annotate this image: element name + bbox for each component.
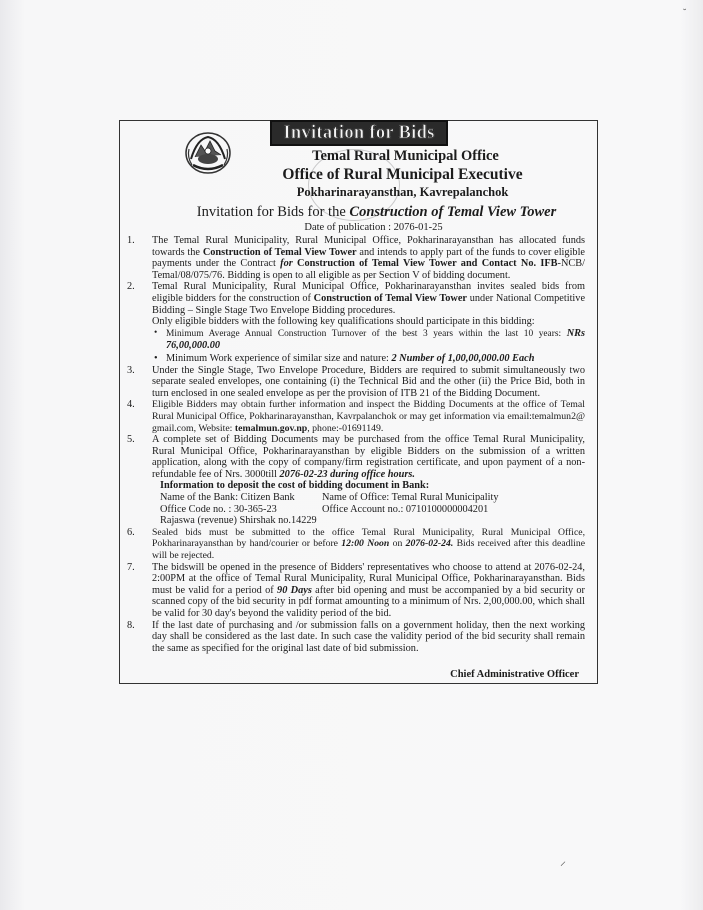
item-text: Only eligible bidders with the following key qualifications should participate in this bidding: [152, 316, 535, 328]
item-text: Minimum Average Annual Construction Turnover of the best 3 years within the last 10 years: [166, 328, 567, 339]
item-text: Minimum Work experience of similar size and nature: [166, 352, 392, 364]
item-text: If the last date of purchasing and /or submission falls on a government holiday, then the next working day shall be considered as the last date. In such case the validity period of the bid security shall remain the same as specified for the original last date of bid submission. [152, 619, 585, 654]
item-text-bold: 2 Number of 1,00,00,000.00 Each [391, 352, 535, 364]
title-prefix: Invitation for Bids for the [196, 204, 350, 220]
item-text: under National Competitive Bidding – Single Stage Two Envelope Bidding procedures. [152, 292, 586, 316]
notice-title [120, 204, 597, 221]
item-text: The Temal Rural Municipality, Rural Municipal Office, Pokharinarayansthan has allocated funds towards the [152, 235, 585, 258]
item-5 [120, 434, 599, 527]
item-text-bold: 2076-02-24. [405, 538, 454, 550]
bank-info [152, 480, 585, 526]
org-office: Office of Rural Municipal Executive [282, 166, 523, 183]
item-text: and intends to apply part of the funds to cover eligible payments under the Contract [152, 246, 586, 270]
item-number: 2. [127, 281, 135, 293]
bank-row [160, 492, 585, 504]
item-text: Eligible Bidders may obtain further information and inspect the Bidding Documents at the office of Temal Rural Municipal Office, Pokharinarayansthan, Kavrpalanchok or may get information via email:temalmun2@ gmail.com, Website: [152, 399, 585, 434]
item-text-bold: 12:00 Noon [341, 538, 390, 550]
bid-notice [119, 120, 598, 684]
item-4 [120, 399, 599, 434]
office-name: Name of Office: Temal Rural Municipality [322, 492, 499, 504]
item-number: 7. [127, 561, 135, 573]
revenue-heading: Rajaswa (revenue) Shirshak no.14229 [160, 515, 317, 527]
item-text-bold: 2076-02-23 during office hours. [279, 468, 415, 480]
item-text-bold: NRs 76,00,000.00 [166, 327, 585, 352]
item-text-bold: Construction of Temal View Tower [313, 292, 468, 304]
qualification-turnover [152, 328, 585, 353]
item-text-bold: temalmun.gov.np [234, 422, 308, 434]
qualification-experience [152, 353, 585, 365]
scan-mark: ˘ [683, 8, 687, 19]
item-text: Sealed bids must be submitted to the office Temal Rural Municipality, Rural Municipal Office, Pokharinarayansthan by hand/courier or before [152, 526, 585, 550]
notice-items [120, 235, 599, 654]
item-6 [120, 527, 599, 562]
item-text: on [389, 538, 406, 550]
item-text: , phone:-01691149. [307, 422, 384, 434]
org-name: Temal Rural Municipal Office [312, 148, 499, 164]
item-8 [120, 620, 599, 655]
item-number: 5. [127, 434, 135, 446]
header-banner [270, 120, 448, 146]
item-text: A complete set of Bidding Documents may be purchased from the office Temal Rural Municipality, Rural Municipal Office, Pokharinarayansthan by eligible Bidders on the submission of a written application, along with the copy of company/firm registration certificate, and upon payment of a non-refundable fee of Nrs. 3000till [152, 434, 585, 480]
item-2 [120, 281, 599, 364]
item-7 [120, 562, 599, 620]
item-text-bold: 90 Days [277, 584, 312, 596]
bank-info-heading: Information to deposit the cost of bidding document in Bank: [160, 480, 430, 492]
item-text-bold: for [280, 258, 293, 270]
item-text: The bidswill be opened in the presence of Bidders' representatives who choose to attend at 2076-02-24, 2:00PM at the office of Temal Rural Municipality, Rural Municipal Office, Pokharinarayansthan. Bids must be valid for a period of [152, 561, 585, 596]
bank-name: Name of the Bank: Citizen Bank [160, 492, 295, 504]
item-text: Temal Rural Municipality, Rural Municipal Office, Pokharinarayansthan invites sealed bids from eligible bidders for the construction of [152, 281, 585, 304]
item-1 [120, 235, 599, 281]
publication-date: Date of publication : 2076-01-25 [304, 222, 443, 233]
org-address: Pokharinarayansthan, Kavrepalanchok [296, 185, 509, 199]
title-project: Construction of Temal View Tower [349, 204, 557, 220]
signoff: Chief Administrative Officer [450, 669, 579, 680]
item-number: 1. [127, 235, 135, 246]
bank-row [160, 504, 585, 516]
item-number: 8. [127, 619, 135, 631]
item-number: 6. [127, 526, 135, 538]
item-text: Under the Single Stage, Two Envelope Procedure, Bidders are required to submit simultaneously two separate sealed envelopes, one containing (i) the Technical Bid and the other (ii) the Price Bid, both in turn enclosed in one sealed envelope as per the provision of ITB 21 of the Bidding Document. [152, 364, 585, 399]
item-number: 3. [127, 364, 135, 376]
office-code: Office Code no. : 30-365-23 [160, 503, 277, 515]
item-text: Bids received after this deadline will be rejected. [152, 538, 585, 562]
account-number: Office Account no.: 0710100000004201 [322, 503, 489, 515]
item-number: 4. [127, 399, 135, 411]
banner-title: Invitation for Bids [283, 122, 435, 143]
scan-mark: ⸝ [560, 854, 567, 868]
item-text: after bid opening and must be accompanied by a bid security or scanned copy of the bid security in pdf format amounting to a minimum of Nrs. 2,00,000.00, which shall be valid for 30 day's beyond the validity period of the bid. [152, 584, 585, 619]
item-3 [120, 365, 599, 400]
item-text-bold: Construction of Temal View Tower [202, 246, 357, 258]
item-text-bold: Construction of Temal View Tower and Contact No. IFB [292, 258, 558, 270]
item-text: -NCB/ Temal/08/075/76. Bidding is open to all eligible as per Section V of bidding document. [152, 258, 585, 281]
